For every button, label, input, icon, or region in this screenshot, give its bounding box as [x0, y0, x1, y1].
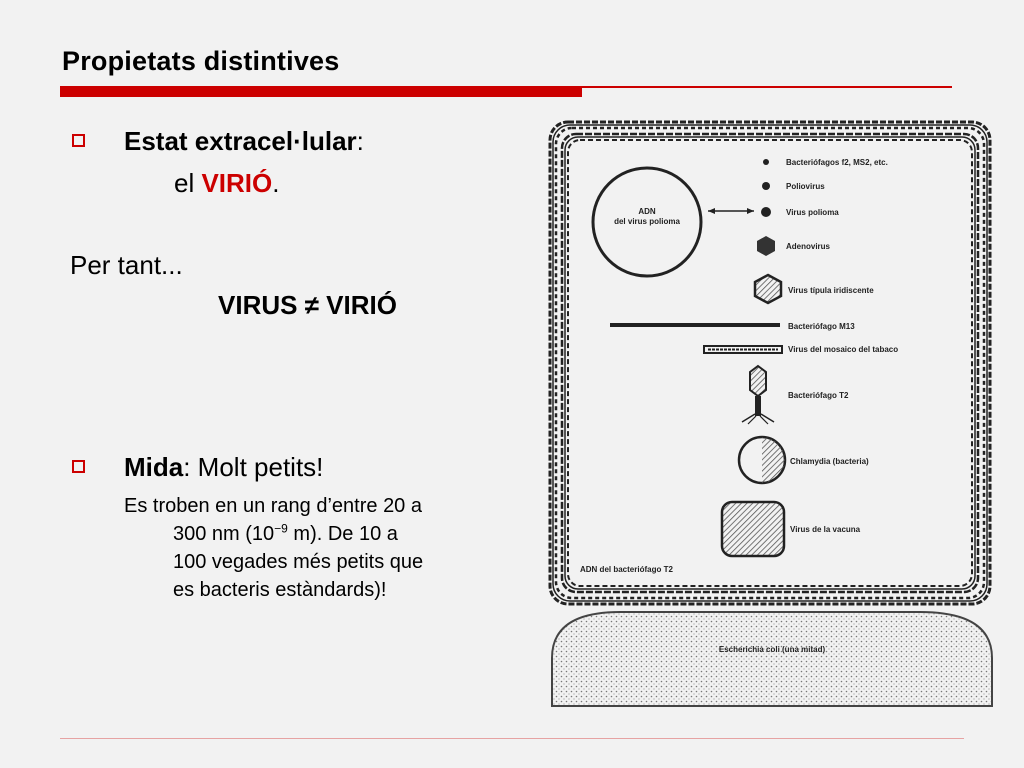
detail-line: es bacteris estàndards)!	[173, 579, 387, 601]
bullet-extracellular	[124, 126, 364, 157]
t2-dna-label: ADN del bacteriófago T2	[580, 565, 673, 574]
bullet-term: Estat extracel·lular	[124, 126, 357, 156]
virus-size-diagram	[540, 110, 1000, 710]
per-tant-text: Per tant...	[70, 250, 183, 280]
tmv-label: Virus del mosaico del tabaco	[788, 345, 899, 354]
polyoma-label: Virus polioma	[786, 208, 839, 217]
virus-neq-virion: VIRUS ≠ VIRIÓ	[218, 290, 397, 320]
bullet-rest: : Molt petits!	[183, 452, 324, 482]
title-underline-thin	[582, 86, 952, 88]
bullet-colon: :	[356, 126, 364, 156]
ecoli-half	[552, 612, 992, 706]
detail-line: Es troben en un rang d’entre 20 a	[124, 495, 422, 517]
slide-title: Propietats distintives	[62, 46, 340, 76]
detail-text: 300 nm (10	[173, 523, 275, 545]
detail-line: 100 vegades més petits que	[173, 551, 424, 573]
virion-suffix: .	[272, 168, 280, 198]
virion-line	[174, 168, 280, 199]
bullet-size	[124, 452, 323, 483]
title-underline-thick	[60, 86, 582, 97]
vaccinia-label: Virus de la vacuna	[790, 525, 861, 534]
phage-f2-label: Bacteriófagos f2, MS2, etc.	[786, 158, 888, 167]
polyoma-dna-label-1: ADN	[638, 207, 656, 216]
t2-label: Bacteriófago T2	[788, 391, 849, 400]
detail-text: m). De 10 a	[287, 523, 398, 545]
tipula-label: Virus típula iridiscente	[788, 286, 874, 295]
detail-line	[124, 520, 524, 548]
virion-prefix: el	[174, 168, 202, 198]
bullet-term: Mida	[124, 452, 184, 482]
bullet-square-icon	[72, 460, 85, 473]
ecoli-label: Escherichia coli (una mitad)	[718, 645, 826, 654]
footer-divider	[60, 738, 964, 739]
chlamydia-label: Chlamydia (bacteria)	[790, 457, 869, 466]
virion-highlight: VIRIÓ	[201, 168, 273, 198]
adenovirus-label: Adenovirus	[786, 242, 831, 251]
poliovirus-label: Poliovirus	[786, 182, 825, 191]
m13-label: Bacteriófago M13	[788, 322, 855, 331]
bullet-square-icon	[72, 134, 85, 147]
polyoma-dna-label-2: del virus polioma	[614, 217, 680, 226]
exponent: −9	[274, 521, 288, 536]
virus-size-figure	[540, 110, 1000, 710]
size-detail	[124, 492, 524, 604]
